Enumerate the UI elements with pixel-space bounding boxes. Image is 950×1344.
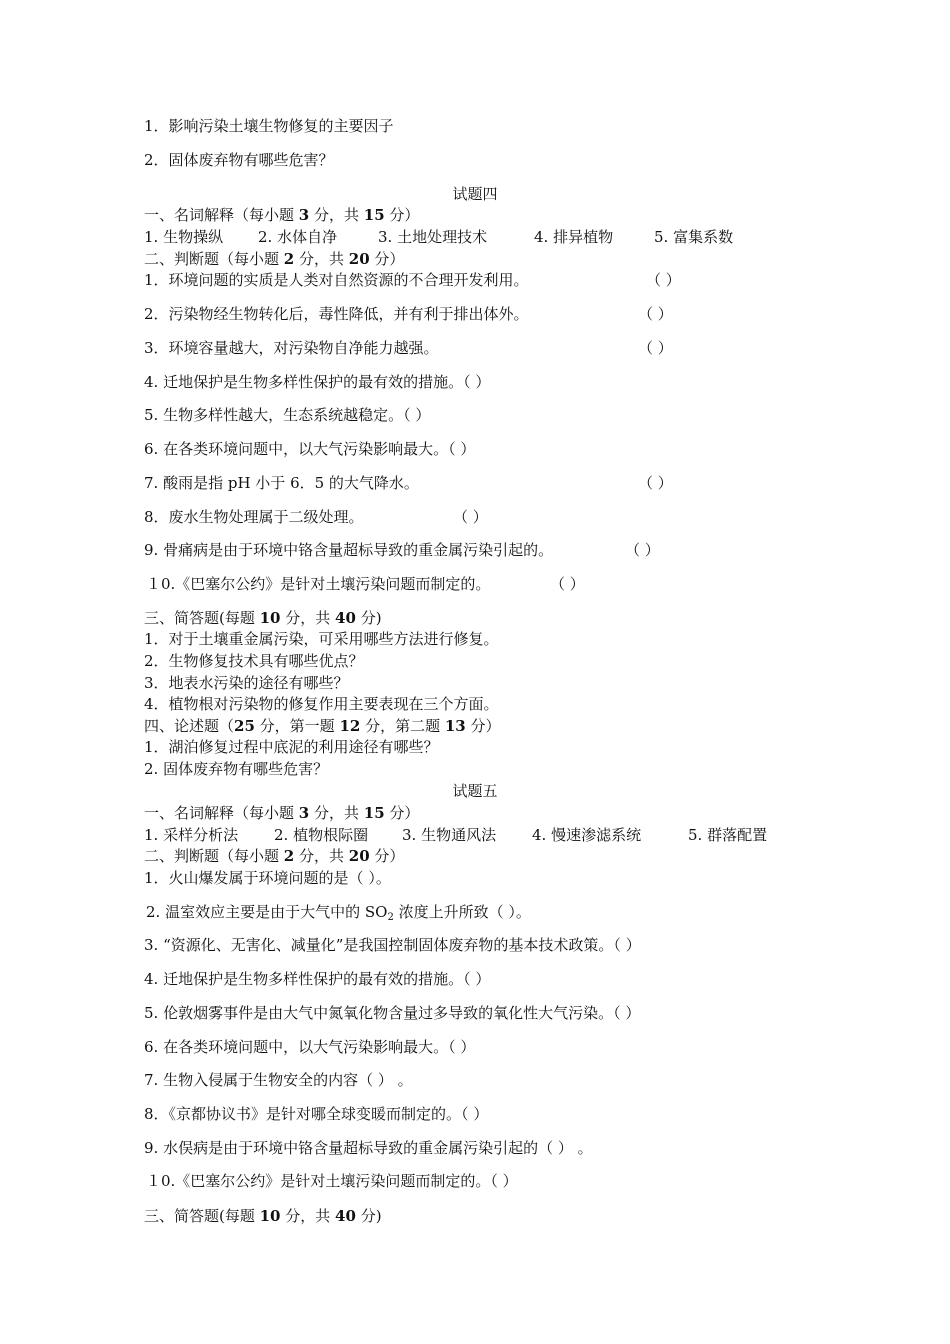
exam4-title: 试题四 xyxy=(452,185,498,203)
term: 5. 富集系数 xyxy=(654,228,734,246)
exam4-terms-row xyxy=(144,227,844,247)
exam4-section3-heading: 三、简答题(每题 10 分，共 40 分) xyxy=(144,609,382,627)
judge-item: 5. 伦敦烟雾事件是由大气中氮氧化物含量过多导致的氧化性大气污染。（ ） xyxy=(144,1004,641,1022)
judge-item: １0.《巴塞尔公约》是针对土壤污染问题而制定的。（ ） xyxy=(146,1172,518,1190)
answer-bracket: （ ） xyxy=(625,541,660,559)
answer-bracket: （ ） xyxy=(638,474,673,492)
judge-item: 1．环境问题的实质是人类对自然资源的不合理开发利用。 xyxy=(144,271,529,289)
judge-item: 9. 水俣病是由于环境中铬含量超标导致的重金属污染引起的（ ） 。 xyxy=(144,1139,593,1157)
judge-item: 6. 在各类环境问题中，以大气污染影响最大。（ ） xyxy=(144,440,476,458)
judge-item: 4. 迁地保护是生物多样性保护的最有效的措施。（ ） xyxy=(144,970,491,988)
term: 2. 植物根际圈 xyxy=(274,826,369,844)
judge-item: 8．《京都协议书》是针对哪全球变暖而制定的。（ ） xyxy=(144,1105,489,1123)
judge-item: 7. 生物入侵属于生物安全的内容（ ） 。 xyxy=(144,1071,413,1089)
judge-item: 5. 生物多样性越大，生态系统越稳定。（ ） xyxy=(144,406,431,424)
answer-bracket: （ ） xyxy=(638,305,673,323)
exam5-title: 试题五 xyxy=(452,782,498,800)
judge-item: 4. 迁地保护是生物多样性保护的最有效的措施。（ ） xyxy=(144,373,491,391)
judge-item: 8．废水生物处理属于二级处理。 xyxy=(144,508,364,526)
judge-item: 9. 骨痛病是由于环境中铬含量超标导致的重金属污染引起的。 xyxy=(144,541,554,559)
exam4-section4-heading: 四、论述题（25 分，第一题 12 分，第二题 13 分） xyxy=(144,717,501,735)
answer-bracket: （ ） xyxy=(453,508,488,526)
intro-question-2: 2．固体废弃物有哪些危害？ xyxy=(144,151,334,169)
exam5-section2-heading: 二、判断题（每小题 2 分，共 20 分） xyxy=(144,847,405,865)
exam5-section1-heading: 一、名词解释（每小题 3 分，共 15 分） xyxy=(144,804,420,822)
short-answer-item: 1．对于土壤重金属污染，可采用哪些方法进行修复。 xyxy=(144,630,499,648)
term: 3. 土地处理技术 xyxy=(378,228,488,246)
exam5-section3-heading: 三、简答题(每题 10 分，共 40 分) xyxy=(144,1207,382,1225)
judge-item: 2．污染物经生物转化后，毒性降低，并有利于排出体外。 xyxy=(144,305,529,323)
judge-item: 1．火山爆发属于环境问题的是（ ）。 xyxy=(144,869,391,887)
term: 4. 排异植物 xyxy=(534,228,614,246)
short-answer-item: 3．地表水污染的途径有哪些？ xyxy=(144,674,349,692)
exam4-section1-heading: 一、名词解释（每小题 3 分，共 15 分） xyxy=(144,206,420,224)
answer-bracket: （ ） xyxy=(550,575,585,593)
judge-item: 3. “资源化、无害化、减量化”是我国控制固体废弃物的基本技术政策。（ ） xyxy=(144,936,641,954)
judge-item: 6. 在各类环境问题中，以大气污染影响最大。（ ） xyxy=(144,1038,476,1056)
answer-bracket: （ ） xyxy=(638,339,673,357)
essay-item: 2. 固体废弃物有哪些危害？ xyxy=(144,760,329,778)
term: 1. 采样分析法 xyxy=(144,826,239,844)
answer-bracket: （ ） xyxy=(646,271,681,289)
judge-item: 2. 温室效应主要是由于大气中的 $SO_2$ 浓度上升所致（ ）。 xyxy=(146,903,531,923)
exam4-section2-heading: 二、判断题（每小题 2 分，共 20 分） xyxy=(144,250,405,268)
judge-item: 7. 酸雨是指 pH 小于 6．5 的大气降水。 xyxy=(144,474,419,492)
term: 4. 慢速渗滤系统 xyxy=(532,826,642,844)
short-answer-item: 4．植物根对污染物的修复作用主要表现在三个方面。 xyxy=(144,695,499,713)
term: 5. 群落配置 xyxy=(688,826,768,844)
term: 3. 生物通风法 xyxy=(402,826,497,844)
judge-item: 3．环境容量越大，对污染物自净能力越强。 xyxy=(144,339,439,357)
exam5-terms-row xyxy=(144,825,844,845)
term: 2. 水体自净 xyxy=(258,228,338,246)
short-answer-item: 2．生物修复技术具有哪些优点？ xyxy=(144,652,364,670)
term: 1. 生物操纵 xyxy=(144,228,224,246)
essay-item: 1．湖泊修复过程中底泥的利用途径有哪些？ xyxy=(144,738,439,756)
judge-item: １0.《巴塞尔公约》是针对土壤污染问题而制定的。 xyxy=(146,575,491,593)
intro-question-1: 1．影响污染土壤生物修复的主要因子 xyxy=(144,117,394,135)
